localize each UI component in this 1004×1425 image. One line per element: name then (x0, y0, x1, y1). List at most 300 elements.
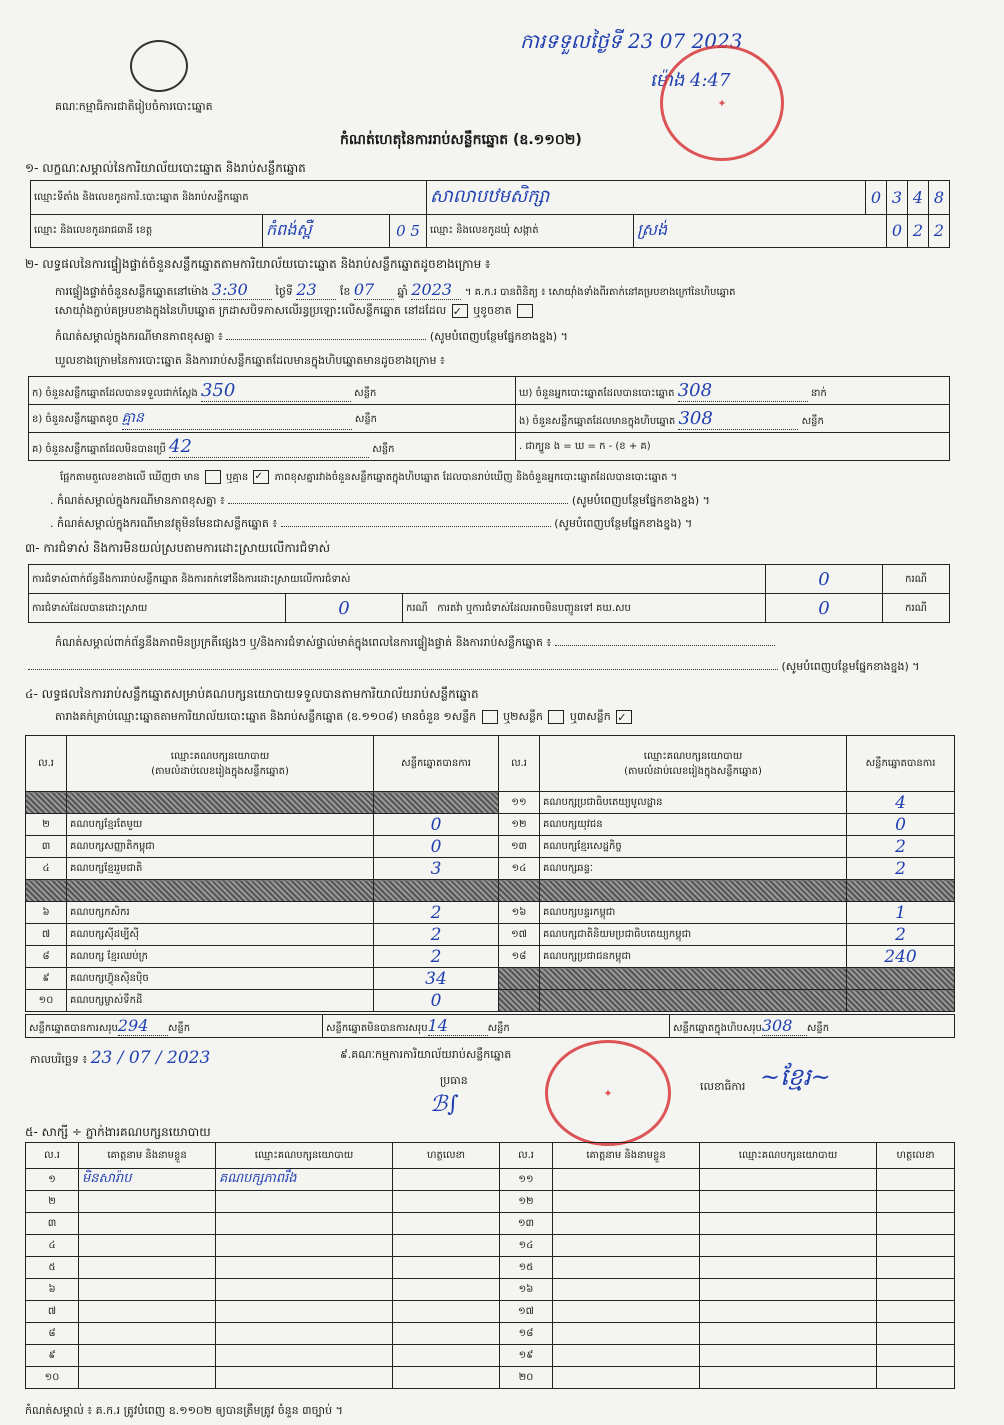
s1-row2b-value: ស្រង់ (634, 214, 887, 248)
result-votes: 0 (374, 814, 499, 836)
witness-signature (393, 1213, 500, 1235)
org-name: គណៈកម្មាធិការជាតិរៀបចំការបោះឆ្នោត (55, 100, 213, 113)
received-time: ម៉ោង 4:47 (650, 70, 731, 91)
s2-b-value: គ្មាន (122, 408, 352, 430)
table-row (26, 836, 955, 858)
col-party-left-sub: (តាមលំដាប់លេខរៀងក្នុងសន្លឹកឆ្នោត) (151, 765, 289, 777)
result-votes: 2 (374, 902, 499, 924)
result-no: ៦ (26, 902, 67, 924)
table-row (26, 1301, 955, 1323)
witness-signature (877, 1301, 955, 1323)
total-ballots (670, 1015, 955, 1038)
witness-name (553, 1345, 700, 1367)
s3-note-label: កំណត់សម្គាល់ពាក់ព័ន្ធនឹងភាពមិនប្រក្រតីផ្សេងៗ ឬ/និងការជំទាស់ផ្ទាល់មាត់ក្នុងពេលនៃការផ្ទៀងផ្ទាត់ និងការរាប់សន្លឹកឆ្នោត ៖ (55, 636, 552, 649)
witness-no: ១៦ (500, 1279, 553, 1301)
col-no-left: ល.រ (26, 736, 67, 792)
s2-d-label: ឃ) ចំនួនអ្នកបោះឆ្នោតដែលបានបោះឆ្នោត (519, 387, 675, 399)
result-no: ១១ (499, 792, 540, 814)
witness-party (700, 1323, 877, 1345)
result-no: ១០ (26, 990, 67, 1012)
s2-line2 (55, 304, 535, 320)
s4-committee: ៩.គណៈកម្មការការិយាល័យរាប់សន្លឹកឆ្នោត (340, 1048, 512, 1061)
witness-name (553, 1367, 700, 1389)
result-votes (374, 792, 499, 814)
witness-no: ២ (26, 1191, 79, 1213)
witness-name (79, 1323, 216, 1345)
witness-no: ១៧ (500, 1301, 553, 1323)
total-ballots-value: 308 (762, 1016, 807, 1036)
w-col-party-l: ឈ្មោះគណបក្សនយោបាយ (216, 1143, 393, 1169)
damaged-checkbox[interactable] (517, 304, 533, 318)
s2-month-label: ខែ (339, 285, 351, 298)
s2-note-b-fill (281, 526, 551, 527)
w-col-sig-l: ហត្ថលេខា (393, 1143, 500, 1169)
s3-note-fill2 (28, 669, 778, 670)
s2-day-label: ថ្ងៃទី (275, 285, 293, 298)
s1-code2 (390, 214, 427, 248)
s2-c-label: គ) ចំនួនសន្លឹកឆ្នោតដែលមិនបានប្រើ (32, 443, 166, 455)
witness-signature (393, 1367, 500, 1389)
s1-code1-d: 8 (929, 181, 950, 215)
result-no: ១៨ (499, 946, 540, 968)
total-invalid-value: 14 (428, 1016, 488, 1036)
witness-name (553, 1323, 700, 1345)
s1-row1-label: ឈ្មោះទីតាំង និងលេខកូដការិ.បោះឆ្នោត និងរាប់សន្លឹកឆ្នោត (31, 181, 427, 215)
s2-day: 23 (296, 280, 336, 300)
s2-b-label: ខ) ចំនួនសន្លឹកឆ្នោតខូច (32, 413, 119, 425)
s2-note-b-label: . កំណត់សម្គាល់ក្នុងករណីមានវត្ថុមិនមែនជាសន្លឹកឆ្នោត ៖ (50, 517, 278, 530)
result-party: គណបក្សជាតិនិយមប្រជាធិបតេយ្យកម្ពុជា (540, 924, 847, 946)
received-note: ការទទួលថ្ងៃទី 23 07 2023 (520, 29, 743, 53)
witness-name (553, 1257, 700, 1279)
result-votes: 0 (847, 814, 955, 836)
result-no (499, 990, 540, 1012)
witness-no: ១២ (500, 1191, 553, 1213)
witness-party (216, 1301, 393, 1323)
result-party: គណបក្សខ្មែរសេដ្ឋកិច្ច (540, 836, 847, 858)
table-row (26, 946, 955, 968)
result-no: ១៤ (499, 858, 540, 880)
table-row (26, 902, 955, 924)
s1-code3-c: 2 (929, 214, 950, 248)
s3-r2b-value: 0 (766, 594, 883, 623)
witness-party (700, 1213, 877, 1235)
table-row (26, 1367, 955, 1389)
table-row (26, 968, 955, 990)
witness-no: ១៣ (500, 1213, 553, 1235)
result-votes: 3 (374, 858, 499, 880)
witness-name (553, 1213, 700, 1235)
total-ballots-label: សន្លឹកឆ្នោតក្នុងហិបសរុប (673, 1023, 762, 1034)
result-no: ១៣ (499, 836, 540, 858)
s4-date-value: 23 / 07 / 2023 (90, 1048, 211, 1068)
col-votes-right: សន្លឹកឆ្នោតបានការ (847, 736, 955, 792)
table-row (26, 924, 955, 946)
witness-signature (877, 1323, 955, 1345)
diff-yes-checkbox[interactable] (205, 470, 221, 484)
total-valid-value: 294 (118, 1016, 168, 1036)
s1-row1-value: សាលាបឋមសិក្សា (427, 181, 866, 215)
table-row (26, 1213, 955, 1235)
one-sheet-checkbox[interactable] (482, 710, 498, 724)
witness-party (700, 1301, 877, 1323)
col-party-left (67, 736, 374, 792)
s2-check-b: ឬគ្មាន (226, 472, 249, 483)
witness-name (553, 1191, 700, 1213)
s2-line3 (55, 330, 568, 346)
result-party (540, 880, 847, 902)
witness-party (700, 1257, 877, 1279)
witness-no: ១៨ (500, 1323, 553, 1345)
s1-code3-b: 2 (908, 214, 929, 248)
s2-line1 (55, 280, 736, 301)
table-row (26, 1257, 955, 1279)
three-sheet-checkbox[interactable]: ✓ (616, 710, 632, 724)
col-no-right: ល.រ (499, 736, 540, 792)
result-votes (847, 990, 955, 1012)
witness-signature (393, 1235, 500, 1257)
witness-party (216, 1213, 393, 1235)
witness-party (700, 1169, 877, 1191)
s4-intro-b: ឬ២សន្លឹក (503, 710, 543, 723)
result-party: គណបក្សហ៊្វុនស៊ិនប៉ិច (67, 968, 374, 990)
witness-party: គណបក្សភាពរឹង (216, 1169, 393, 1191)
s2-check-label: ផ្អែកតាមតួលេខខាងលើ ឃើញថា មាន (60, 472, 200, 483)
s2-line2-opt: ឬខូចខាត (473, 304, 512, 317)
witness-no: ៦ (26, 1279, 79, 1301)
s2-formula: . ជាក្បួន ង = ឃ = ក - (ខ + គ) (516, 433, 950, 461)
col-votes-left: សន្លឹកឆ្នោតបានការ (374, 736, 499, 792)
chair-signature: ℬ∫ (430, 1092, 459, 1117)
result-no: ១៧ (499, 924, 540, 946)
table-row (26, 990, 955, 1012)
result-party: គណបក្សសញ្ញាតិកម្ពុជា (67, 836, 374, 858)
s3-heading: ៣- ការជំទាស់ និងការមិនយល់ស្របតាមការដោះស្រាយលើការជំទាស់ (25, 541, 331, 555)
two-sheet-checkbox[interactable] (548, 710, 564, 724)
total-invalid-unit: សន្លឹក (487, 1023, 510, 1034)
witness-no: ៤ (26, 1235, 79, 1257)
s2-c-unit: សន្លឹក (372, 443, 395, 455)
s1-table (30, 180, 950, 248)
witness-party (216, 1235, 393, 1257)
s2-e-label: ង) ចំនួនសន្លឹកឆ្នោតដែលមានក្នុងហិបឆ្នោត (519, 415, 676, 427)
result-no (499, 968, 540, 990)
result-no: ៤ (26, 858, 67, 880)
s1-row2b-label: ឈ្មោះ និងលេខកូដឃុំ សង្កាត់ (427, 214, 634, 248)
witness-no: ១៩ (500, 1345, 553, 1367)
result-party (67, 880, 374, 902)
s2-e (516, 405, 950, 433)
s4-intro (55, 710, 634, 726)
s5-heading: ៥- សាក្សី ÷ ភ្នាក់ងារគណបក្សនយោបាយ (25, 1125, 211, 1139)
s1-row2-value: កំពង់ស្ពឺ (263, 214, 390, 248)
witness-no: ២០ (500, 1367, 553, 1389)
result-no: ២ (26, 814, 67, 836)
witness-party (700, 1367, 877, 1389)
table-row (26, 1191, 955, 1213)
result-votes (374, 880, 499, 902)
w-col-party-r: ឈ្មោះគណបក្សនយោបាយ (700, 1143, 877, 1169)
witness-party (216, 1279, 393, 1301)
footer-note: កំណត់សម្គាល់ ៖ គ.ក.រ ត្រូវបំពេញ ឧ.១១០២ ឲ្យបានត្រឹមត្រូវ ចំនួន ៣ច្បាប់ ។ (25, 1404, 343, 1417)
witness-party (216, 1367, 393, 1389)
s4-intro-c: ឬ៣សន្លឹក (569, 710, 611, 723)
result-votes: 240 (847, 946, 955, 968)
witness-no: ១៥ (500, 1257, 553, 1279)
total-ballots-unit: សន្លឹក (806, 1023, 830, 1034)
secretary-signature: ~ខ្មែរ~ (760, 1063, 831, 1091)
table-row (26, 1345, 955, 1367)
table-row (26, 792, 955, 814)
s2-heading: ២- លទ្ធផលនៃការផ្ទៀងផ្ទាត់ចំនួនសន្លឹកឆ្នោតតាមការិយាល័យបោះឆ្នោត និងរាប់សន្លឹកឆ្នោតដូចខាងក្រោម ៖ (25, 257, 491, 271)
s2-a-unit: សន្លឹក (354, 387, 377, 399)
result-party (540, 990, 847, 1012)
s3-r2b-unit: ករណី (883, 594, 950, 623)
result-votes: 1 (847, 902, 955, 924)
witness-party (700, 1345, 877, 1367)
result-party: គណបក្សស៊ីដម្បីស៊ី (67, 924, 374, 946)
witness-party (216, 1345, 393, 1367)
s1-code1-a: 0 (866, 181, 887, 215)
s2-note-a-label: . កំណត់សម្គាល់ក្នុងករណីមានភាពខុសគ្នា ៖ (50, 494, 225, 507)
s2-a (29, 377, 516, 405)
result-party: គណបក្សបន្ទរកម្ពុជា (540, 902, 847, 924)
s3-note-fill (555, 645, 775, 646)
s2-month: 07 (354, 280, 394, 300)
s2-a-value: 350 (201, 380, 351, 402)
table-row (26, 858, 955, 880)
result-votes: 2 (374, 946, 499, 968)
s2-time: 3:30 (212, 280, 272, 300)
intact-checkbox[interactable]: ✓ (452, 304, 468, 318)
witness-table (25, 1142, 955, 1389)
witness-signature (393, 1301, 500, 1323)
s3-r1-value: 0 (766, 565, 883, 594)
result-party (540, 968, 847, 990)
s2-line1-label: ការផ្ទៀងផ្ទាត់ចំនួនសន្លឹកឆ្នោតនៅម៉ោង (55, 285, 209, 298)
s1-code1-c: 4 (908, 181, 929, 215)
witness-name (79, 1235, 216, 1257)
s2-a-label: ក) ចំនួនសន្លឹកឆ្នោតដែលបានទទួលជាក់ស្តែង (32, 387, 198, 399)
total-invalid (323, 1015, 670, 1038)
s2-year-label: ឆ្នាំ (397, 285, 408, 298)
s4-heading: ៤- លទ្ធផលនៃការរាប់សន្លឹកឆ្នោតសម្រាប់គណបក្សនយោបាយទទួលបានតាមការិយាល័យរាប់សន្លឹកឆ្នោត (25, 687, 479, 701)
witness-party (700, 1191, 877, 1213)
witness-signature (393, 1323, 500, 1345)
witness-no: ៨ (26, 1323, 79, 1345)
witness-signature (877, 1235, 955, 1257)
result-votes (847, 968, 955, 990)
col-party-left-title: ឈ្មោះគណបក្សនយោបាយ (170, 750, 270, 762)
s4-chair: ប្រធាន (440, 1074, 468, 1087)
total-valid (26, 1015, 323, 1038)
s2-line3-fill (226, 339, 426, 340)
witness-no: ៥ (26, 1257, 79, 1279)
w-col-name-l: គោត្តនាម និងនាមខ្លួន (79, 1143, 216, 1169)
result-no (26, 792, 67, 814)
witness-name (553, 1169, 700, 1191)
results-body (26, 792, 955, 1012)
s2-note-a-fill (228, 503, 568, 504)
s2-d (516, 377, 950, 405)
witness-party (700, 1235, 877, 1257)
result-no: ៨ (26, 946, 67, 968)
s2-e-value: 308 (678, 408, 798, 430)
witness-name (79, 1345, 216, 1367)
table-row (26, 880, 955, 902)
result-votes: 2 (847, 836, 955, 858)
witness-signature (877, 1257, 955, 1279)
witness-body (26, 1169, 955, 1389)
result-no: ៩ (26, 968, 67, 990)
result-votes: 2 (847, 858, 955, 880)
s2-e-unit: សន្លឹក (801, 415, 824, 427)
witness-name (553, 1301, 700, 1323)
w-col-sig-r: ហត្ថលេខា (877, 1143, 955, 1169)
result-party: គណបក្សកសិករ (67, 902, 374, 924)
witness-name (553, 1235, 700, 1257)
result-party: គណបក្សយុវជន (540, 814, 847, 836)
s2-note-a-hint: (សូមបំពេញបន្ថែមផ្នែកខាងខ្នង) ។ (571, 494, 710, 507)
result-votes: 34 (374, 968, 499, 990)
witness-no: ៩ (26, 1345, 79, 1367)
col-party-right-sub: (តាមលំដាប់លេខរៀងក្នុងសន្លឹកឆ្នោត) (624, 765, 762, 777)
witness-signature (393, 1279, 500, 1301)
witness-name (79, 1257, 216, 1279)
result-party: គណបក្សប្រជាធិបតេយ្យមូលដ្ឋាន (540, 792, 847, 814)
s2-d-value: 308 (678, 380, 808, 402)
s3-r2-value: 0 (286, 594, 403, 623)
witness-name (553, 1279, 700, 1301)
table-row (26, 814, 955, 836)
emblem-logo (130, 40, 188, 92)
diff-no-checkbox[interactable]: ✓ (253, 470, 269, 484)
witness-signature (877, 1213, 955, 1235)
witness-signature (393, 1345, 500, 1367)
w-col-no-l: ល.រ (26, 1143, 79, 1169)
s4-date-label: កាលបរិច្ឆេទ ៖ (30, 1053, 88, 1066)
witness-no: ១ (26, 1169, 79, 1191)
s2-line3-text: កំណត់សម្គាល់ក្នុងករណីមានភាពខុសគ្នា ៖ (55, 330, 223, 343)
result-no (26, 880, 67, 902)
witness-name (79, 1191, 216, 1213)
s2-c (29, 433, 516, 461)
s2-line3-hint: (សូមបំពេញបន្ថែមផ្នែកខាងខ្នង) ។ (429, 330, 568, 343)
s3-hint: (សូមបំពេញបន្ថែមផ្នែកខាងខ្នង) ។ (781, 660, 920, 673)
result-votes: 4 (847, 792, 955, 814)
col-party-right (540, 736, 847, 792)
s2-line4: ឃួលខាងក្រោមនៃការបោះឆ្នោត និងការរាប់សន្លឹកឆ្នោតដែលមានក្នុងហិបឆ្នោតមានដូចខាងក្រោម ៖ (55, 354, 445, 367)
result-party: គណបក្សខ្មែររួមជាតិ (67, 858, 374, 880)
witness-signature (877, 1191, 955, 1213)
result-party (67, 792, 374, 814)
s1-code3-a: 0 (887, 214, 908, 248)
commune-stamp: ✦ (660, 45, 784, 161)
s1-code2-b: 5 (410, 221, 420, 240)
s3-r1-label: ការជំទាស់ពាក់ព័ន្ធនឹងការរាប់សន្លឹកឆ្នោត និងការតក់ទៅនឹងការដោះស្រាយលើការជំទាស់ (29, 565, 766, 594)
s2-line1-tail: ។ គ.ក.រ បានពិនិត្យ ៖ សោយ៉ាំងទាំងពីរតាក់នៅគម្របខាងក្រៅនៃហិបឆ្នោត (464, 287, 736, 298)
total-valid-label: សន្លឹកឆ្នោតបានការសរុប (29, 1023, 118, 1034)
w-col-no-r: ល.រ (500, 1143, 553, 1169)
witness-no: ១៤ (500, 1235, 553, 1257)
result-party: គណបក្ស ខ្មែរឈប់ក្រ (67, 946, 374, 968)
s2-b-unit: សន្លឹក (354, 413, 378, 425)
result-party: គណបក្សម្ចាស់ទឹកដី (67, 990, 374, 1012)
witness-no: ១០ (26, 1367, 79, 1389)
result-votes: 0 (374, 836, 499, 858)
page-title: កំណត់ហេតុនៃការរាប់សន្លឹកឆ្នោត (ឧ.១១០២) (340, 132, 582, 148)
result-votes (847, 880, 955, 902)
total-invalid-label: សន្លឹកឆ្នោតមិនបានការសរុប (326, 1023, 428, 1034)
s1-row2-label: ឈ្មោះ និងលេខកូដរាជធានី ខេត្ត (31, 214, 263, 248)
s2-check (60, 470, 677, 485)
witness-no: ៧ (26, 1301, 79, 1323)
results-table (25, 735, 955, 1012)
witness-signature (877, 1345, 955, 1367)
table-row (26, 1323, 955, 1345)
result-party: គណបក្សឆន្ទៈ (540, 858, 847, 880)
s2-line2-text: សោយ៉ាំងភ្ជាប់គម្របខាងក្នុងនៃហិបឆ្នោត ក្រដាសបិទភាសលើរន្ធប្រឡោះលើសន្លឹកឆ្នោត នៅដដែល (55, 304, 447, 317)
witness-no: ១១ (500, 1169, 553, 1191)
s2-year: 2023 (411, 280, 461, 300)
result-party: គណបក្សប្រជាជនកម្ពុជា (540, 946, 847, 968)
table-row (26, 1169, 955, 1191)
totals-table (25, 1014, 955, 1038)
witness-party (216, 1323, 393, 1345)
s2-note-b (50, 517, 692, 533)
witness-party (216, 1191, 393, 1213)
result-no: ៧ (26, 924, 67, 946)
witness-party (216, 1257, 393, 1279)
result-no (499, 880, 540, 902)
result-votes: 2 (374, 924, 499, 946)
witness-signature (877, 1279, 955, 1301)
result-no: ១២ (499, 814, 540, 836)
result-no: ១៦ (499, 902, 540, 924)
witness-signature (877, 1169, 955, 1191)
s3-r2b-label: ការតវ៉ា ឬការជំទាស់ដែលអាចមិនបញ្ជូនទៅ គឃ.សប (437, 602, 631, 614)
s3-table (28, 564, 950, 623)
witness-name: មិនសារ៉ាប (79, 1169, 216, 1191)
s2-c-value: 42 (169, 436, 369, 458)
col-party-right-title: ឈ្មោះគណបក្សនយោបាយ (643, 750, 743, 762)
s1-code2-a: 0 (396, 221, 406, 240)
result-no: ៣ (26, 836, 67, 858)
witness-signature (393, 1169, 500, 1191)
s3-note (55, 636, 775, 652)
s2-note-b-hint: (សូមបំពេញបន្ថែមផ្នែកខាងខ្នង) ។ (554, 517, 693, 530)
s3-r2b (403, 594, 766, 623)
witness-name (79, 1301, 216, 1323)
witness-signature (393, 1191, 500, 1213)
witness-signature (877, 1367, 955, 1389)
s3-r1-unit: ករណី (883, 565, 950, 594)
office-stamp: ✦ (545, 1040, 671, 1146)
result-votes: 0 (374, 990, 499, 1012)
s1-heading: ១- លក្ខណៈសម្គាល់នៃការិយាល័យបោះឆ្នោត និងរាប់សន្លឹកឆ្នោត (25, 161, 306, 175)
witness-no: ៣ (26, 1213, 79, 1235)
witness-name (79, 1213, 216, 1235)
witness-party (700, 1279, 877, 1301)
witness-name (79, 1279, 216, 1301)
s2-b (29, 405, 516, 433)
s4-secretary: លេខាធិការ (700, 1080, 746, 1093)
s1-code1-b: 3 (887, 181, 908, 215)
total-valid-unit: សន្លឹក (167, 1023, 191, 1034)
table-row (26, 1279, 955, 1301)
table-row (26, 1235, 955, 1257)
witness-name (79, 1367, 216, 1389)
